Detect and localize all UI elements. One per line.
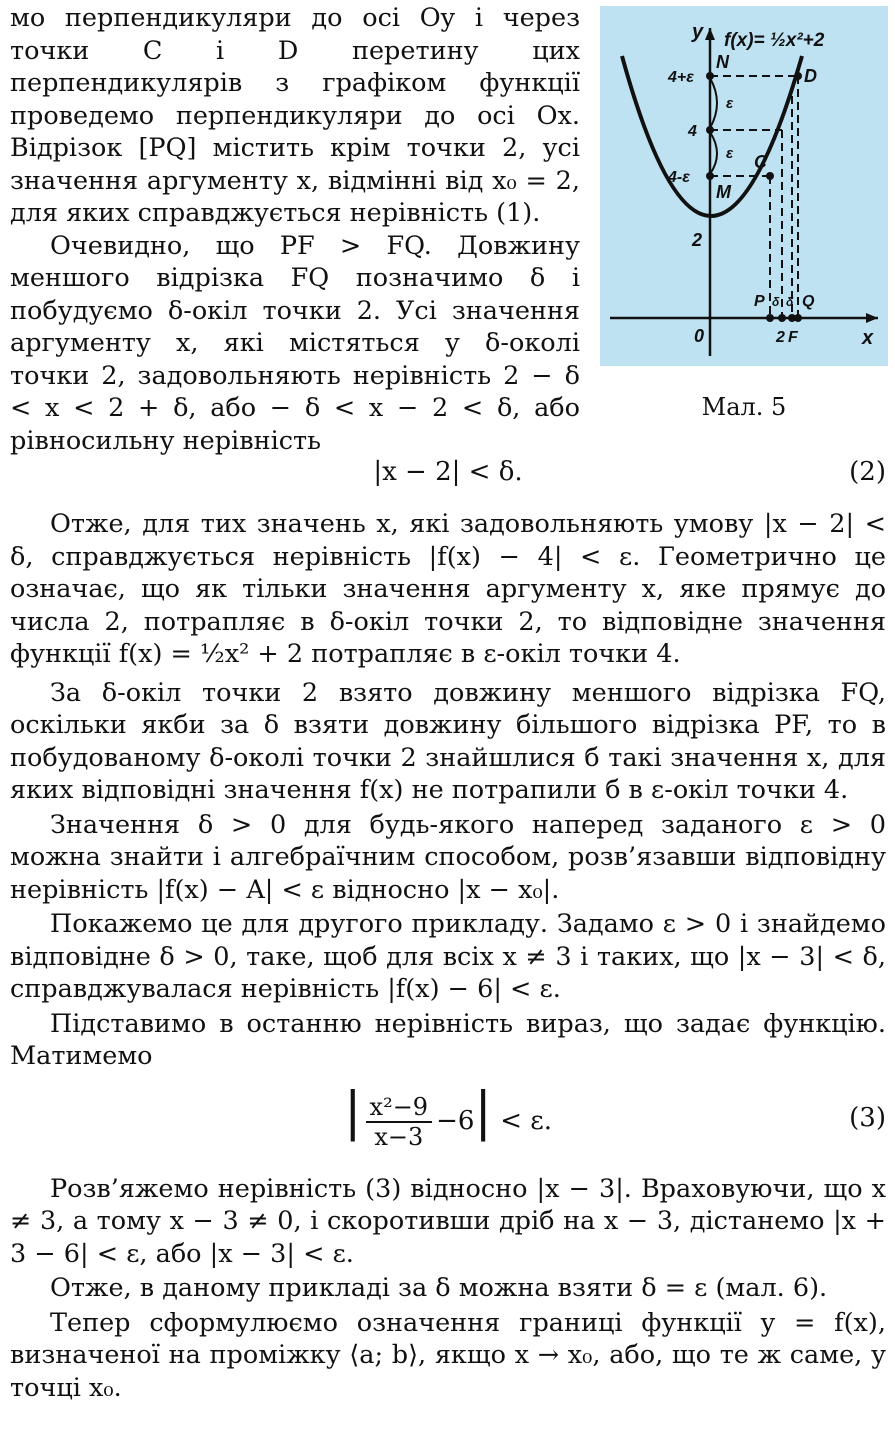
paragraph-7: Підставимо в останню нерівність вираз, що задає функцію. Матимемо — [10, 1008, 886, 1071]
point-4 — [706, 126, 714, 134]
label-2-axis: 2 — [692, 230, 703, 250]
point-D — [794, 72, 802, 80]
label-function: f(x)= ½x²+2 — [724, 30, 825, 51]
formula-3 — [10, 1073, 886, 1165]
label-eps-2: ε — [726, 145, 734, 162]
paragraph-1: мо перпендикуляри до осі Oy і через точки C і D перетину цих перпендикулярів з графіком функції проведемо перпендикуляри до осі Ox. Відрізок [PQ] містить крім точки 2, усі значення аргументу x, відмінні від x₀ = 2, для яких справджується нерівність (1). — [10, 3, 580, 228]
paragraph-9: Отже, в даному прикладі за δ можна взяти δ = ε (мал. 6). — [50, 1273, 828, 1303]
formula-3-expression — [10, 1082, 886, 1151]
label-delta-1: δ — [772, 295, 780, 309]
top-column-text — [10, 2, 580, 457]
point-Q — [794, 314, 802, 322]
point-M — [706, 172, 714, 180]
parabola-graph — [600, 6, 888, 366]
figure-caption: Мал. 5 — [701, 393, 787, 421]
label-4-minus-eps: 4-ε — [668, 169, 690, 186]
paragraph-4: За δ-окіл точки 2 взято довжину меншого відрізка FQ, оскільки якби за δ взяти довжину більшого відрізка PF, то в побудованому δ-околі точки 2 знайшлися б такі значення x, для яких відповідні значення f(x) не потрапили б в ε-окіл точки 4. — [10, 677, 886, 805]
point-2 — [778, 314, 786, 322]
formula-2-number: (2) — [849, 456, 886, 487]
formula-2-expression: |x − 2| < δ. — [373, 456, 523, 487]
label-D: D — [804, 66, 817, 86]
label-2-x: 2 — [776, 329, 785, 346]
abs-bar-right: | — [474, 1082, 492, 1142]
label-origin: 0 — [694, 326, 705, 346]
fraction-denominator: x−3 — [374, 1123, 424, 1151]
fraction — [366, 1093, 433, 1151]
y-axis-arrow — [705, 28, 715, 40]
label-M: M — [716, 182, 731, 202]
label-F: F — [788, 329, 798, 346]
formula-2 — [10, 450, 886, 494]
label-eps-1: ε — [726, 95, 734, 112]
label-x: x — [862, 327, 874, 349]
paragraph-8: Розв’яжемо нерівність (3) відносно |x − 3|. Враховуючи, що x ≠ 3, а тому x − 3 ≠ 0, і скоротивши дріб на x − 3, дістанемо |x + 3 − 6| < ε, або |x − 3| < ε. — [10, 1173, 886, 1269]
paragraph-5: Значення δ > 0 для будь-якого наперед заданого ε > 0 можна знайти і алгебраїчним способом, розв’язавши відповідну нерівність |f(x) − A| < ε відносно |x − x₀|. — [10, 809, 886, 905]
point-C — [766, 172, 774, 180]
label-N: N — [716, 52, 729, 72]
label-4-plus-eps: 4+ε — [668, 69, 694, 86]
label-Q: Q — [802, 293, 815, 310]
main-text — [10, 450, 886, 1404]
abs-bar-left: | — [344, 1082, 362, 1142]
label-4: 4 — [688, 123, 697, 140]
fraction-numerator: x²−9 — [366, 1093, 433, 1123]
label-P: P — [754, 293, 765, 310]
label-C: C — [754, 152, 767, 172]
paragraph-6: Покажемо це для другого прикладу. Задамо ε > 0 і знайдемо відповідне δ > 0, таке, щоб для всіх x ≠ 3 і таких, що |x − 3| < δ, справджувалася нерівність |f(x) − 6| < ε. — [10, 909, 886, 1004]
label-y: y — [692, 21, 704, 43]
figure-graph — [600, 6, 888, 366]
point-N — [706, 72, 714, 80]
minus-six: −6 — [436, 1106, 475, 1136]
paragraph-2: Очевидно, що PF > FQ. Довжину меншого відрізка FQ позначимо δ і побудуємо δ-окіл точки 2. Усі значення аргументу x, які містяться у δ-околі точки 2, задовольняють нерівність 2 − δ < x < 2 + δ, або − δ < x − 2 < δ, або рівносильну нерівність — [10, 230, 580, 456]
paragraph-3: Отже, для тих значень x, які задовольняють умову |x − 2| < δ, справджується нерівність |f(x) − 4| < ε. Геометрично це означає, що як тільки значення аргументу x, яке прямує до числа 2, потрапляє в δ-окіл точки 2, то відповідне значення функції f(x) = ½x² + 2 потрапляє в ε-окіл точки 4. — [10, 509, 886, 669]
point-P — [766, 314, 774, 322]
label-delta-2: δ — [786, 295, 794, 309]
x-axis-arrow — [866, 313, 878, 323]
formula-3-number: (3) — [849, 1103, 886, 1134]
paragraph-10: Тепер сформулюємо означення границі функції y = f(x), визначеної на проміжку ⟨a; b⟩, якщо x → x₀, або, що те ж саме, у точці x₀. — [10, 1307, 886, 1403]
formula-3-tail: < ε. — [500, 1106, 552, 1136]
